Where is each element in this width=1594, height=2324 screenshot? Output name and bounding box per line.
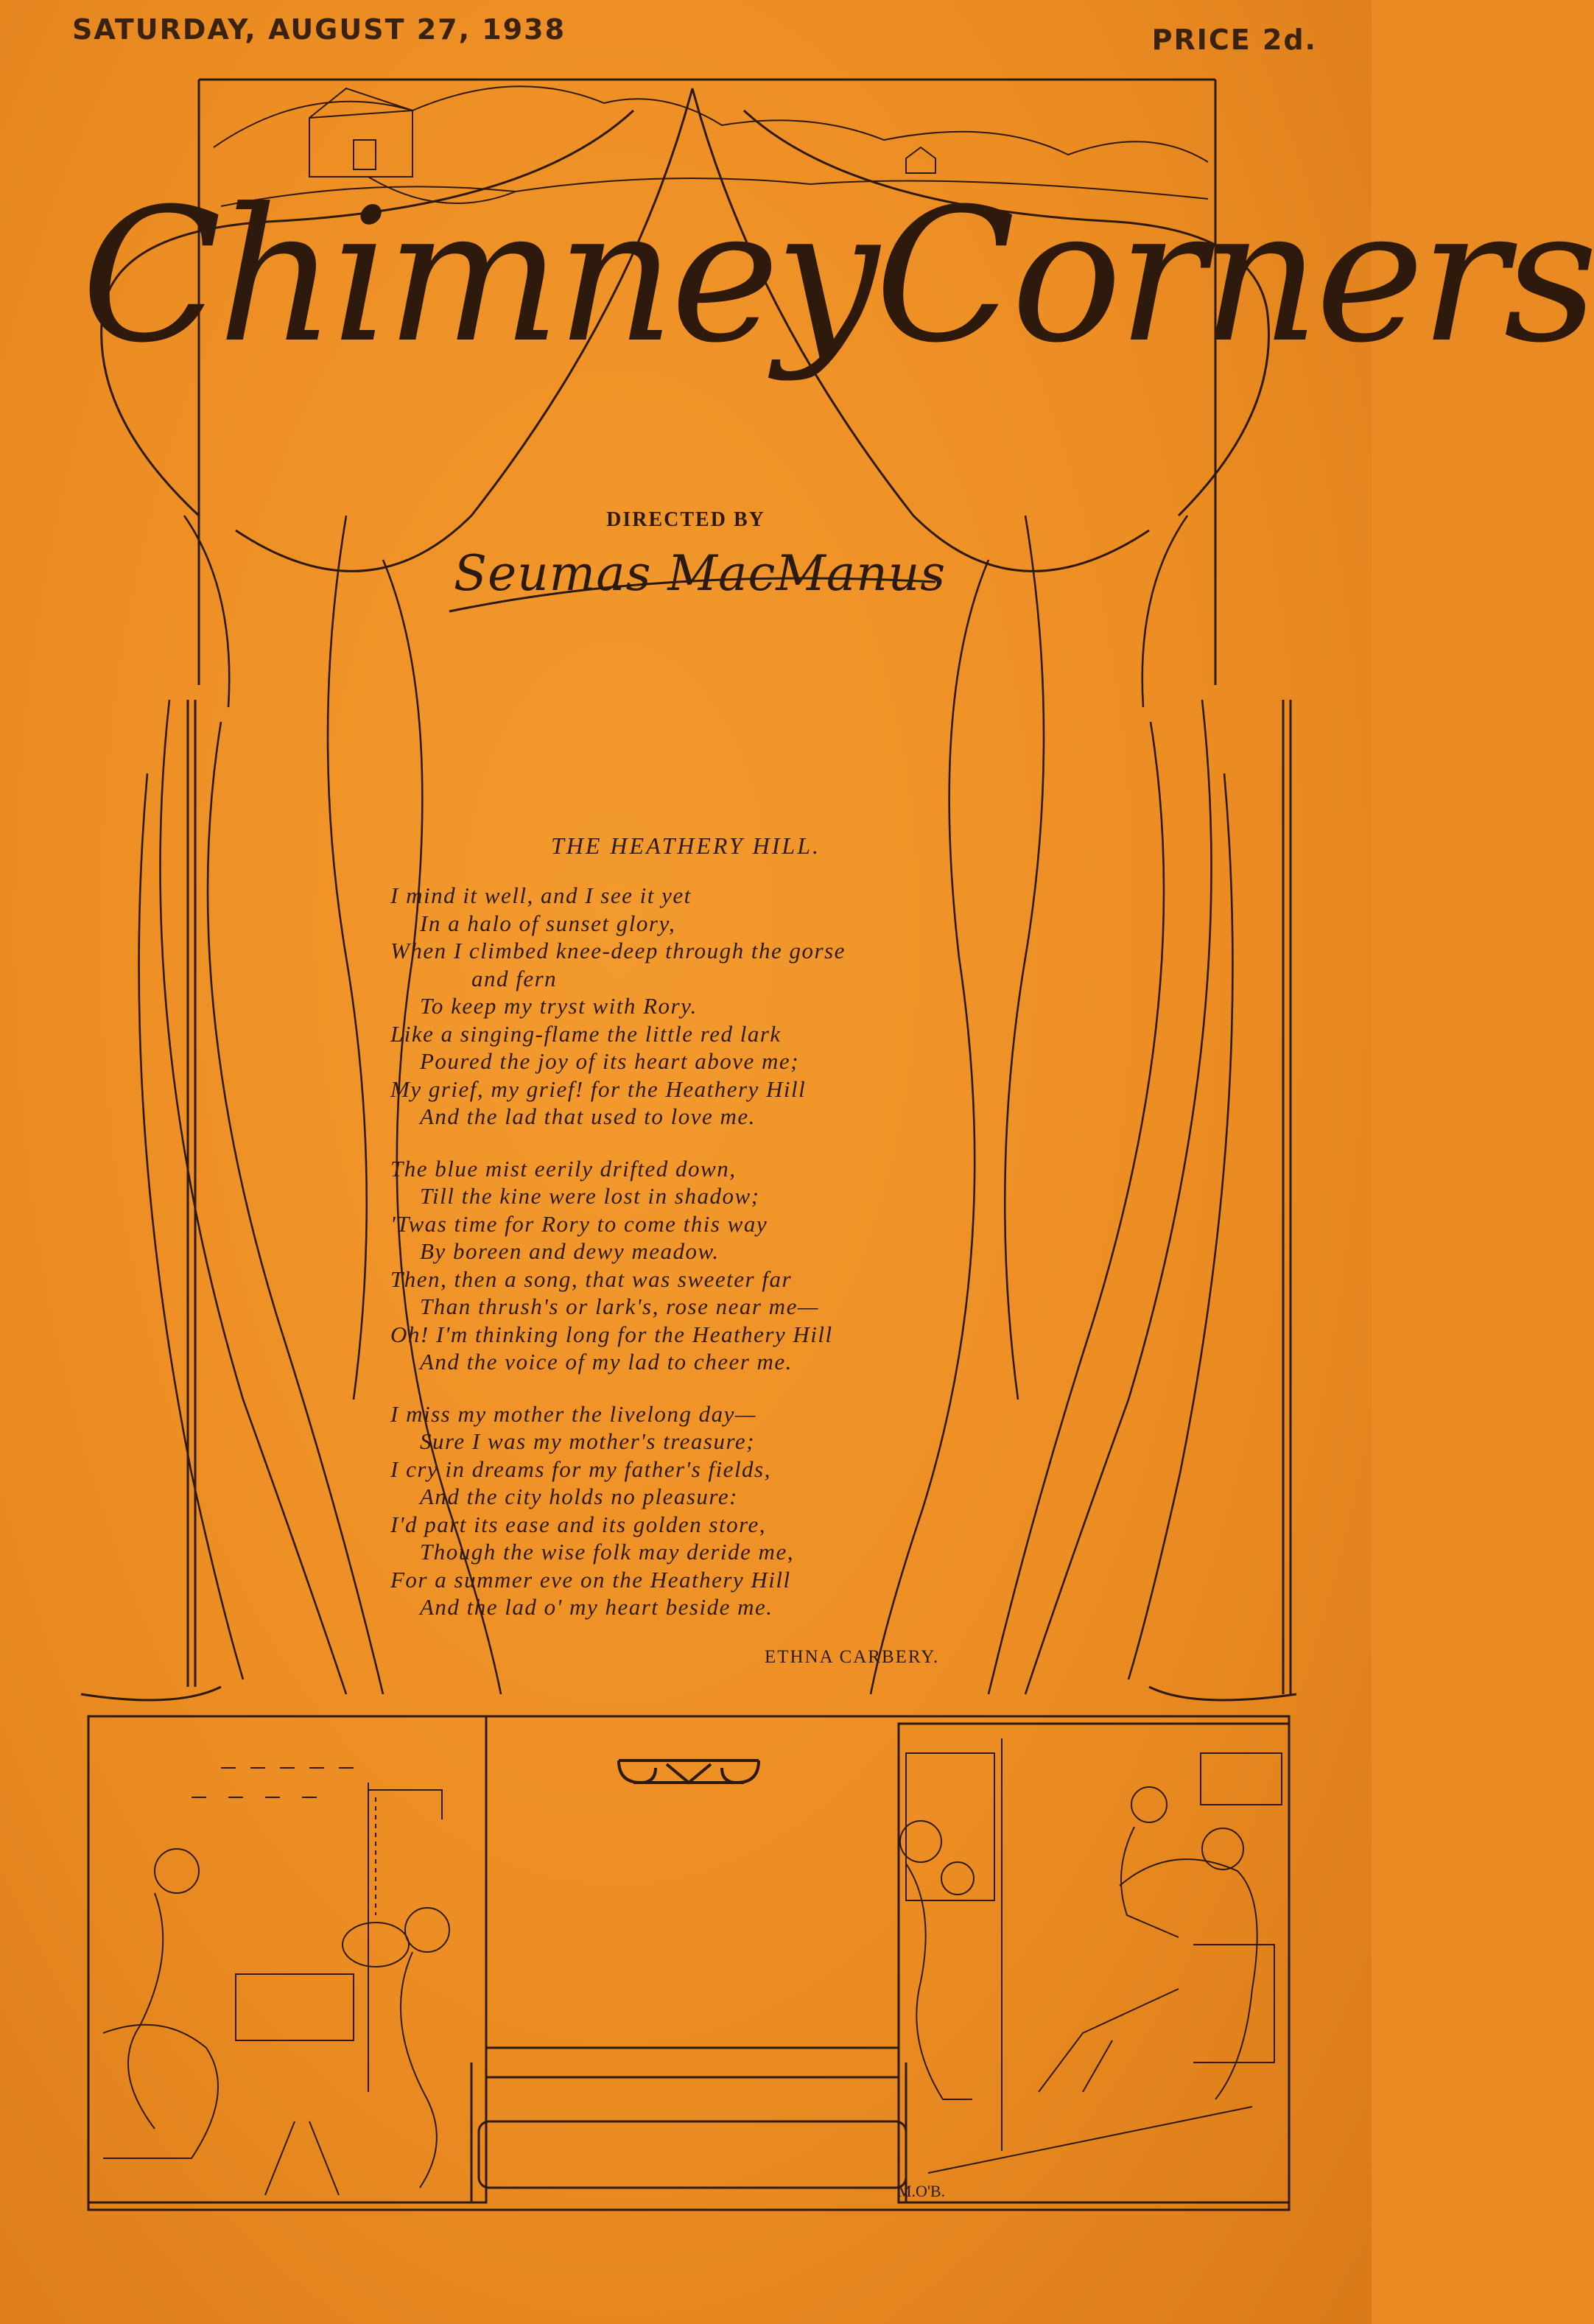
poem-line: Though the wise folk may deride me,: [420, 1539, 794, 1565]
poem-line: I'd part its ease and its golden store,: [390, 1511, 767, 1537]
poem-line: By boreen and dewy meadow.: [420, 1238, 720, 1264]
issue-price: PRICE 2d.: [1151, 24, 1317, 56]
poem-line: To keep my tryst with Rory.: [420, 993, 698, 1019]
poem-stanza: [390, 1400, 1053, 1621]
poem-line: Sure I was my mother's treasure;: [420, 1428, 755, 1454]
poem-stanza: [390, 882, 1053, 1131]
poem-body: [390, 882, 1053, 1646]
poem-line: Then, then a song, that was sweeter far: [390, 1265, 793, 1292]
poem-author: ETHNA CARBERY.: [765, 1647, 940, 1667]
director-signature: Seumas MacManus: [453, 545, 947, 602]
poem-line: I mind it well, and I see it yet: [390, 882, 692, 908]
poem-line: And the lad that used to love me.: [420, 1103, 756, 1129]
poem-line: The blue mist eerily drifted down,: [390, 1155, 737, 1182]
poem-line: 'Twas time for Rory to come this way: [390, 1210, 768, 1237]
poem-line: And the lad o' my heart beside me.: [420, 1594, 773, 1620]
poem-line: Till the kine were lost in shadow;: [420, 1183, 760, 1209]
artist-initials: M.O'B.: [897, 2182, 946, 2200]
hearth-step: [479, 2121, 906, 2188]
poem-line: My grief, my grief! for the Heathery Hill: [390, 1075, 807, 1102]
poem-line: For a summer eve on the Heathery Hill: [390, 1566, 791, 1593]
masthead-title: ChimneyCorners: [81, 169, 1594, 383]
poem-line: Oh! I'm thinking long for the Heathery Hill: [390, 1321, 833, 1347]
poem-title: THE HEATHERY HILL.: [550, 832, 821, 859]
poem-line: In a halo of sunset glory,: [420, 910, 676, 936]
poem-line: And the city holds no pleasure:: [420, 1484, 738, 1509]
poem-line: Like a singing-flame the little red lark: [390, 1020, 782, 1047]
ornament-icon: [619, 1760, 759, 1783]
poem-line: When I climbed knee-deep through the gorse: [390, 938, 846, 963]
poem-line: I cry in dreams for my father's fields,: [390, 1456, 771, 1482]
poem-stanza: [390, 1155, 1053, 1376]
poem-line: Poured the joy of its heart above me;: [420, 1048, 799, 1074]
poem-line: And the voice of my lad to cheer me.: [420, 1349, 793, 1375]
right-livingroom-scene: [899, 1724, 1289, 2202]
poem-line: Than thrush's or lark's, rose near me—: [420, 1293, 819, 1319]
directed-by-label: DIRECTED BY: [606, 508, 765, 531]
poem-line: and fern: [471, 965, 558, 991]
poem-line: I miss my mother the livelong day—: [390, 1400, 756, 1427]
issue-date: SATURDAY, AUGUST 27, 1938: [72, 13, 566, 46]
